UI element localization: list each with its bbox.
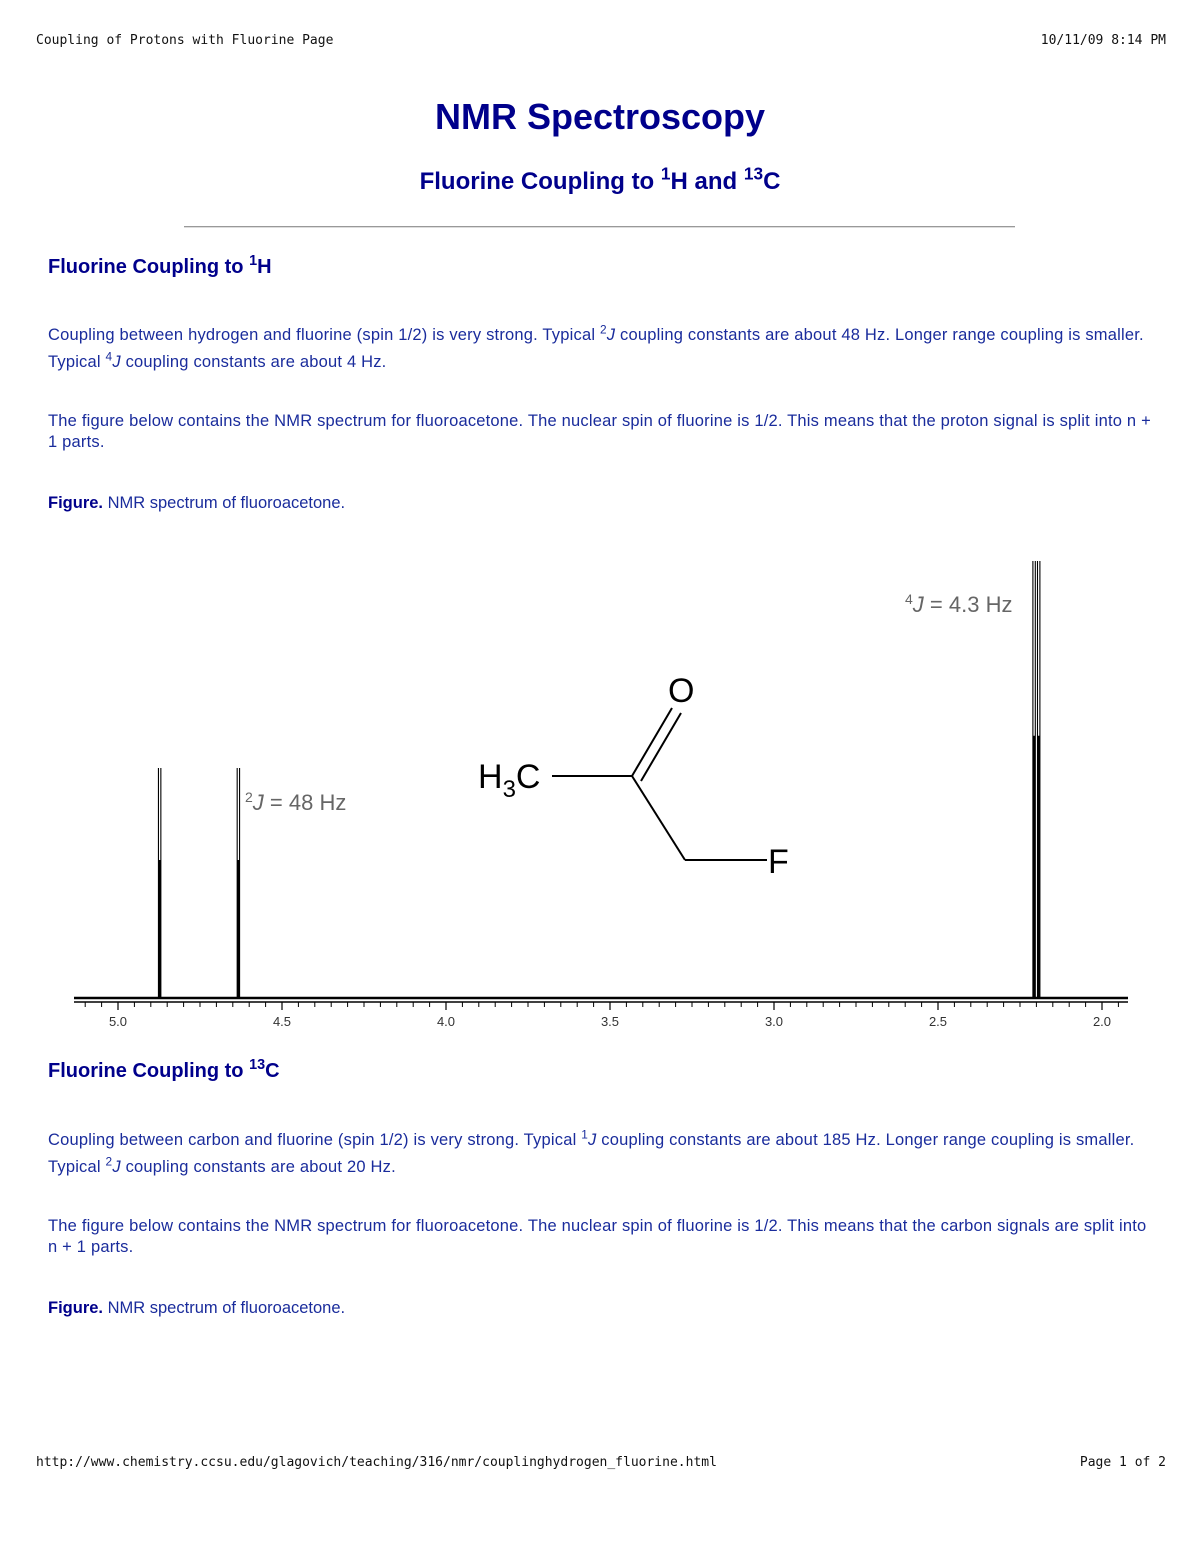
page-subtitle: Fluorine Coupling to $^1$H and $^{13}$C xyxy=(419,163,781,195)
axis-tick-label: 4.5 xyxy=(272,1014,292,1029)
spectrum-peak xyxy=(1037,561,1039,998)
print-header-timestamp: 10/11/09 8:14 PM xyxy=(1040,33,1166,48)
svg-text:4J = 4.3 Hz: $^4$J = 4.3 Hz xyxy=(905,591,1013,617)
paragraph-carbon-coupling: Coupling between carbon and fluorine (spin 1/2) is very strong. Typical $^1$J coupling constants are about 185 Hz. Longer range coupling is smaller. Typical $^2$J coupling constants are about 20 Hz. xyxy=(48,1127,1135,1176)
spectrum-peak xyxy=(1033,561,1035,998)
spectrum-peak xyxy=(158,768,160,998)
figure-caption-proton: Figure. NMR spectrum of fluoroacetone. xyxy=(48,494,346,512)
bond-carbonyl-double-2 xyxy=(641,713,681,781)
methyl-group-label: $H_3C$ xyxy=(478,758,541,803)
axis-tick-label: 2.0 xyxy=(1092,1014,1112,1029)
page-title: NMR Spectroscopy xyxy=(434,96,766,137)
oxygen-atom-label: O xyxy=(668,672,695,710)
spectrum-peak xyxy=(237,768,239,998)
axis-tick-label: 3.5 xyxy=(600,1014,620,1029)
paragraph-proton-spectrum: The figure below contains the NMR spectrum for fluoroacetone. The nuclear spin of fluorine is 1/2. This means that the proton signal is split into n + 1 parts. xyxy=(48,412,1151,451)
fluoroacetone-structure xyxy=(552,708,767,860)
coupling-annotation-4j xyxy=(905,591,1012,617)
axis-tick-label: 5.0 xyxy=(108,1014,128,1029)
fluorine-atom-label: F xyxy=(768,843,789,881)
section-heading-carbon: Fluorine Coupling to $^{13}$C xyxy=(48,1057,280,1082)
print-footer-url: http://www.chemistry.ccsu.edu/glagovich/teaching/316/nmr/couplinghydrogen_fluorine.html xyxy=(36,1455,717,1470)
horizontal-rule xyxy=(184,226,1015,228)
spectrum-peaks xyxy=(158,561,1039,998)
axis-tick-label: 3.0 xyxy=(764,1014,784,1029)
bond-carbonyl-double-1 xyxy=(632,708,672,776)
spectrum-axis xyxy=(74,998,1128,1029)
figure-caption-carbon: Figure. NMR spectrum of fluoroacetone. xyxy=(48,1299,346,1317)
bond-carbonyl-ch2 xyxy=(632,776,685,860)
paragraph-carbon-spectrum: The figure below contains the NMR spectrum for fluoroacetone. The nuclear spin of fluorine is 1/2. This means that the carbon signals are split into n + 1 parts. xyxy=(48,1217,1147,1256)
nmr-spectrum-figure xyxy=(0,548,1200,1038)
print-header-title: Coupling of Protons with Fluorine Page xyxy=(36,33,334,48)
coupling-annotation-2j xyxy=(245,789,346,815)
svg-text:2J = 48 Hz: $^2$J = 48 Hz xyxy=(245,789,347,815)
print-footer-page: Page 1 of 2 xyxy=(1079,1455,1166,1470)
axis-tick-label: 2.5 xyxy=(928,1014,948,1029)
paragraph-proton-coupling: Coupling between hydrogen and fluorine (spin 1/2) is very strong. Typical $^2$J coupling constants are about 48 Hz. Longer range coupling is smaller. Typical $^4$J coupling constants are about 4 Hz. xyxy=(48,322,1144,371)
section-heading-proton: Fluorine Coupling to $^1$H xyxy=(48,253,272,278)
axis-tick-label: 4.0 xyxy=(436,1014,456,1029)
